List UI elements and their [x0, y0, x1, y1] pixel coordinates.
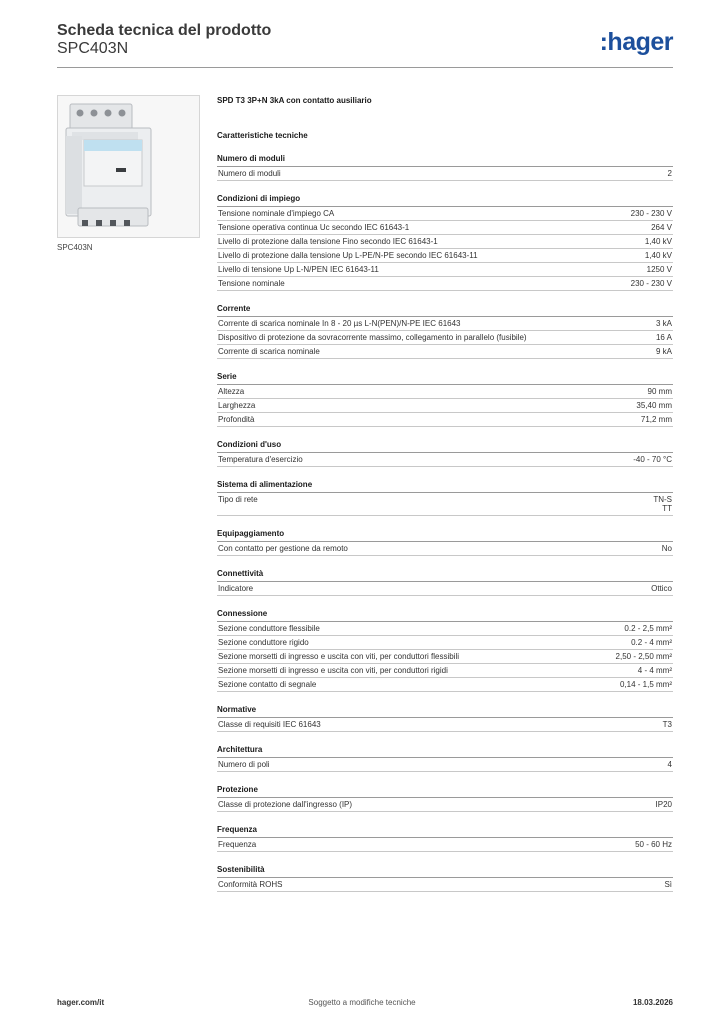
spec-value: 1250 V	[646, 265, 672, 274]
spec-section	[217, 742, 673, 772]
technical-characteristics-title: Caratteristiche tecniche	[217, 131, 308, 140]
spec-label: Numero di poli	[218, 760, 270, 769]
footer-date: 18.03.2026	[632, 998, 673, 1007]
section-title: Sostenibilità	[217, 862, 673, 878]
spec-value: No	[661, 544, 672, 553]
spec-value: 1,40 kV	[644, 237, 672, 246]
spec-value: 230 - 230 V	[630, 279, 672, 288]
spec-section	[217, 862, 673, 892]
spec-label: Frequenza	[218, 840, 257, 849]
spec-value: 50 - 60 Hz	[635, 840, 672, 849]
spec-row	[217, 221, 673, 235]
section-title: Connettività	[217, 566, 673, 582]
spec-label: Sezione morsetti di ingresso e uscita con viti, per conduttori flessibili	[218, 652, 459, 661]
spec-value: T3	[662, 720, 672, 729]
spec-row	[217, 249, 673, 263]
spec-value: 71,2 mm	[640, 415, 672, 424]
section-title: Corrente	[217, 301, 673, 317]
spec-label: Dispositivo di protezione da sovracorrente massimo, collegamento in parallelo (fusibile)	[218, 333, 527, 342]
product-name: SPD T3 3P+N 3kA con contatto ausiliario	[217, 96, 372, 105]
spec-row	[217, 664, 673, 678]
spec-section	[217, 606, 673, 692]
spec-row	[217, 385, 673, 399]
spec-section	[217, 566, 673, 596]
spec-label: Classe di requisiti IEC 61643	[218, 720, 321, 729]
section-title: Condizioni di impiego	[217, 191, 673, 207]
spec-section	[217, 702, 673, 732]
section-title: Condizioni d'uso	[217, 437, 673, 453]
spec-value: 264 V	[651, 223, 672, 232]
spec-label: Tensione operativa continua Uc secondo IEC 61643-1	[218, 223, 410, 232]
spec-value: 1,40 kV	[644, 251, 672, 260]
spec-row	[217, 678, 673, 692]
spec-row	[217, 636, 673, 650]
document-title: Scheda tecnica del prodotto	[57, 22, 272, 39]
spec-section	[217, 369, 673, 427]
image-caption: SPC403N	[57, 243, 93, 252]
spec-section	[217, 191, 673, 291]
spec-label: Classe di protezione dall'ingresso (IP)	[218, 800, 353, 809]
spec-label: Altezza	[218, 387, 245, 396]
spec-value: 35,40 mm	[636, 401, 672, 410]
spec-label: Tensione nominale d'impiego CA	[218, 209, 335, 218]
spec-section	[217, 151, 673, 181]
spec-label: Sezione morsetti di ingresso e uscita con viti, per conduttori rigidi	[218, 666, 448, 675]
footer-disclaimer: Soggetto a modifiche tecniche	[308, 998, 416, 1007]
spec-value: 16 A	[655, 333, 672, 342]
section-title: Serie	[217, 369, 673, 385]
section-title: Numero di moduli	[217, 151, 673, 167]
spec-row	[217, 718, 673, 732]
spec-label: Tipo di rete	[218, 495, 258, 504]
spec-row	[217, 277, 673, 291]
spec-label: Numero di moduli	[218, 169, 281, 178]
spec-label: Indicatore	[218, 584, 254, 593]
specifications	[217, 95, 673, 892]
spec-label: Sezione contatto di segnale	[218, 680, 317, 689]
spec-row	[217, 542, 673, 556]
section-title: Protezione	[217, 782, 673, 798]
spec-value: 2	[667, 169, 672, 178]
spec-row	[217, 650, 673, 664]
section-title: Architettura	[217, 742, 673, 758]
spec-row	[217, 263, 673, 277]
spec-value: TN-S TT	[653, 495, 672, 513]
spec-label: Profondità	[218, 415, 255, 424]
spec-row	[217, 413, 673, 427]
spec-row	[217, 167, 673, 181]
spec-label: Livello di tensione Up L-N/PEN IEC 61643-11	[218, 265, 379, 274]
spec-section	[217, 437, 673, 467]
spec-row	[217, 399, 673, 413]
spec-label: Livello di protezione dalla tensione Fino secondo IEC 61643-1	[218, 237, 438, 246]
spec-label: Conformità ROHS	[218, 880, 283, 889]
spec-label: Con contatto per gestione da remoto	[218, 544, 348, 553]
spec-label: Corrente di scarica nominale	[218, 347, 320, 356]
spec-value: 90 mm	[647, 387, 672, 396]
spec-label: Corrente di scarica nominale In 8 - 20 µs L-N(PEN)/N-PE IEC 61643	[218, 319, 461, 328]
spec-value: IP20	[655, 800, 672, 809]
section-title: Sistema di alimentazione	[217, 477, 673, 493]
spec-row	[217, 345, 673, 359]
spec-value: 0.2 - 2,5 mm²	[624, 624, 672, 633]
spec-row	[217, 235, 673, 249]
spec-row	[217, 622, 673, 636]
spec-row	[217, 453, 673, 467]
spec-value: 2,50 - 2,50 mm²	[615, 652, 672, 661]
spec-label: Larghezza	[218, 401, 256, 410]
hager-logo: :hager	[599, 28, 673, 56]
spec-row	[217, 878, 673, 892]
spec-label: Temperatura d'esercizio	[218, 455, 303, 464]
spec-row	[217, 493, 673, 516]
spec-value: 4 - 4 mm²	[637, 666, 672, 675]
section-title: Equipaggiamento	[217, 526, 673, 542]
spec-value: 4	[667, 760, 672, 769]
spec-value: 230 - 230 V	[630, 209, 672, 218]
section-title: Normative	[217, 702, 673, 718]
section-title: Connessione	[217, 606, 673, 622]
section-title: Frequenza	[217, 822, 673, 838]
spec-section	[217, 782, 673, 812]
spd-device-illustration	[58, 96, 199, 237]
spec-value: 3 kA	[655, 319, 672, 328]
product-image	[57, 95, 200, 238]
page-header	[57, 22, 673, 68]
spec-label: Livello di protezione dalla tensione Up L-PE/N-PE secondo IEC 61643-11	[218, 251, 478, 260]
spec-section	[217, 477, 673, 516]
spec-section	[217, 822, 673, 852]
product-code: SPC403N	[57, 40, 129, 57]
spec-row	[217, 838, 673, 852]
spec-row	[217, 758, 673, 772]
spec-value: -40 - 70 °C	[633, 455, 672, 464]
spec-row	[217, 798, 673, 812]
spec-label: Sezione conduttore flessibile	[218, 624, 320, 633]
spec-row	[217, 207, 673, 221]
spec-sections	[217, 151, 673, 892]
spec-section	[217, 301, 673, 359]
spec-value: Sì	[664, 880, 672, 889]
spec-row	[217, 317, 673, 331]
spec-label: Sezione conduttore rigido	[218, 638, 309, 647]
spec-section	[217, 526, 673, 556]
spec-value: 9 kA	[655, 347, 672, 356]
spec-value: Ottico	[651, 584, 672, 593]
spec-row	[217, 582, 673, 596]
footer-website: hager.com/it	[57, 998, 105, 1007]
spec-label: Tensione nominale	[218, 279, 285, 288]
spec-row	[217, 331, 673, 345]
spec-value: 0.2 - 4 mm²	[631, 638, 672, 647]
spec-value: 0,14 - 1,5 mm²	[619, 680, 672, 689]
